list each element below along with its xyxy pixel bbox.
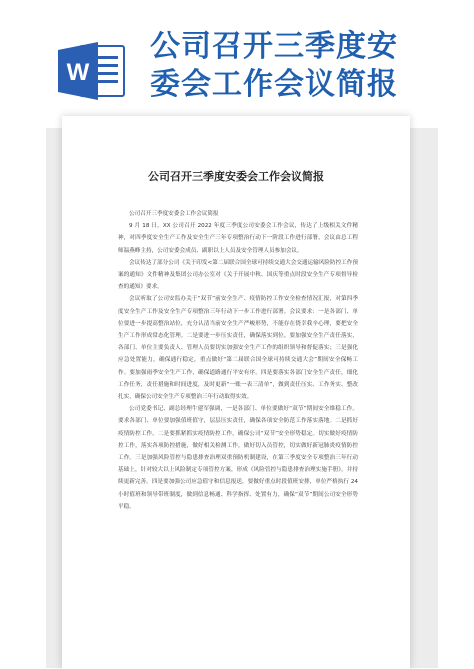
document-title: 公司召开三季度安委会工作会议简报: [148, 170, 324, 183]
banner: [0, 0, 474, 120]
banner-title: [150, 28, 468, 104]
banner-title-line-1: 公司召开三季度安: [150, 29, 398, 64]
word-icon: [58, 40, 128, 102]
svg-text:W: W: [66, 59, 90, 86]
document-body: [118, 208, 358, 513]
paragraph-2: 会议传达了部分公司《关于印发<第二届联合国全球可持续交通大会交通运输风险防控工作预案的通知》文件精神及集团公司办公室对《关于开展中秋、国庆等重点时段安全生产专项督导检查的通知》要求。: [118, 259, 358, 291]
paragraph-heading: 公司召开三季度安委会工作会议简报: [129, 211, 219, 217]
paragraph-3: 会议听取了公司安监办关于“双节”前安全生产、疫情防控工作安全检查情况汇报，对第四季度安全生产工作及安全生产专项整治三年行动下一步工作进行部署。会议要求：一是各部门、单位要进一步提高整治站位，充分认清当前安全生产严峻形势，不能存在侥幸我辛心理，要把安全生产工作形成常态化管理。二是要进一步压实责任，确保落实到位。要加强安全生产责任落实，各部门、单位主要负责人、管理人员要切实加强安全生产工作的组织领导和督促落实；三是强化应急处置能力，确保通行稳定，重点做好“第二届联合国全球可持续交通大会”期间安全保畅工作。要加强雨季安全生产工作，确保道路通行平安有序。四是要落实各部门安全生产责任，细化工作任务，责任措施和时间进度，及时更新“一账一表三清单”，做到责任压实、工作务实、整改扎实，确保公司安全生产专项整治三年行动取得实效。: [118, 296, 358, 401]
banner-title-line-2: 委会工作会议简报: [150, 67, 398, 102]
paragraph-1: 9 月 18 日，XX 公司召开 2022 年度三季度公司安委会工作会议，传达了上级相关文件精神，对四季度安全生产工作及安全生产三年专项整治行动下一阶段工作进行部署，会议由总工程师温燕峰主持，公司安委会成员、副职以上人员及安全管理人员参加会议。: [118, 223, 358, 254]
paragraph-4: 公司党委书记、副总经理牛建军强调，一是各部门、单位要做好“双节”期间安全维稳工作。要求各部门、单位要加强值班值守，层层压实责任，确保各项安全防范工作落实落地。二是抓好疫情防控工作。二是要抓紧抓实疫情防控工作，确保公司“双节”安全形势稳定。切实做好疫情防控工作，落实各项防控措施，做好相关检测工作，做好切入员管控，切实做好新冠肺炎疫情防控工作。三是加强风险管控与隐患排查治理双重预防机制建设，在第三季度安全专项整治三年行动基础上，针对较大以上风险制定专项管控方案，形成《风险管控与隐患排查治理实施手册》，并持续更新完善。四是要加强公司应急值守和信息报送，要做好重点时段值班安排，单位严格执行 24 小时值班和领导带班制度，做到信息畅通、科学指挥、处置有力，确保“双节”期间公司安全形势平稳。: [118, 406, 358, 510]
document-page: [62, 116, 410, 669]
